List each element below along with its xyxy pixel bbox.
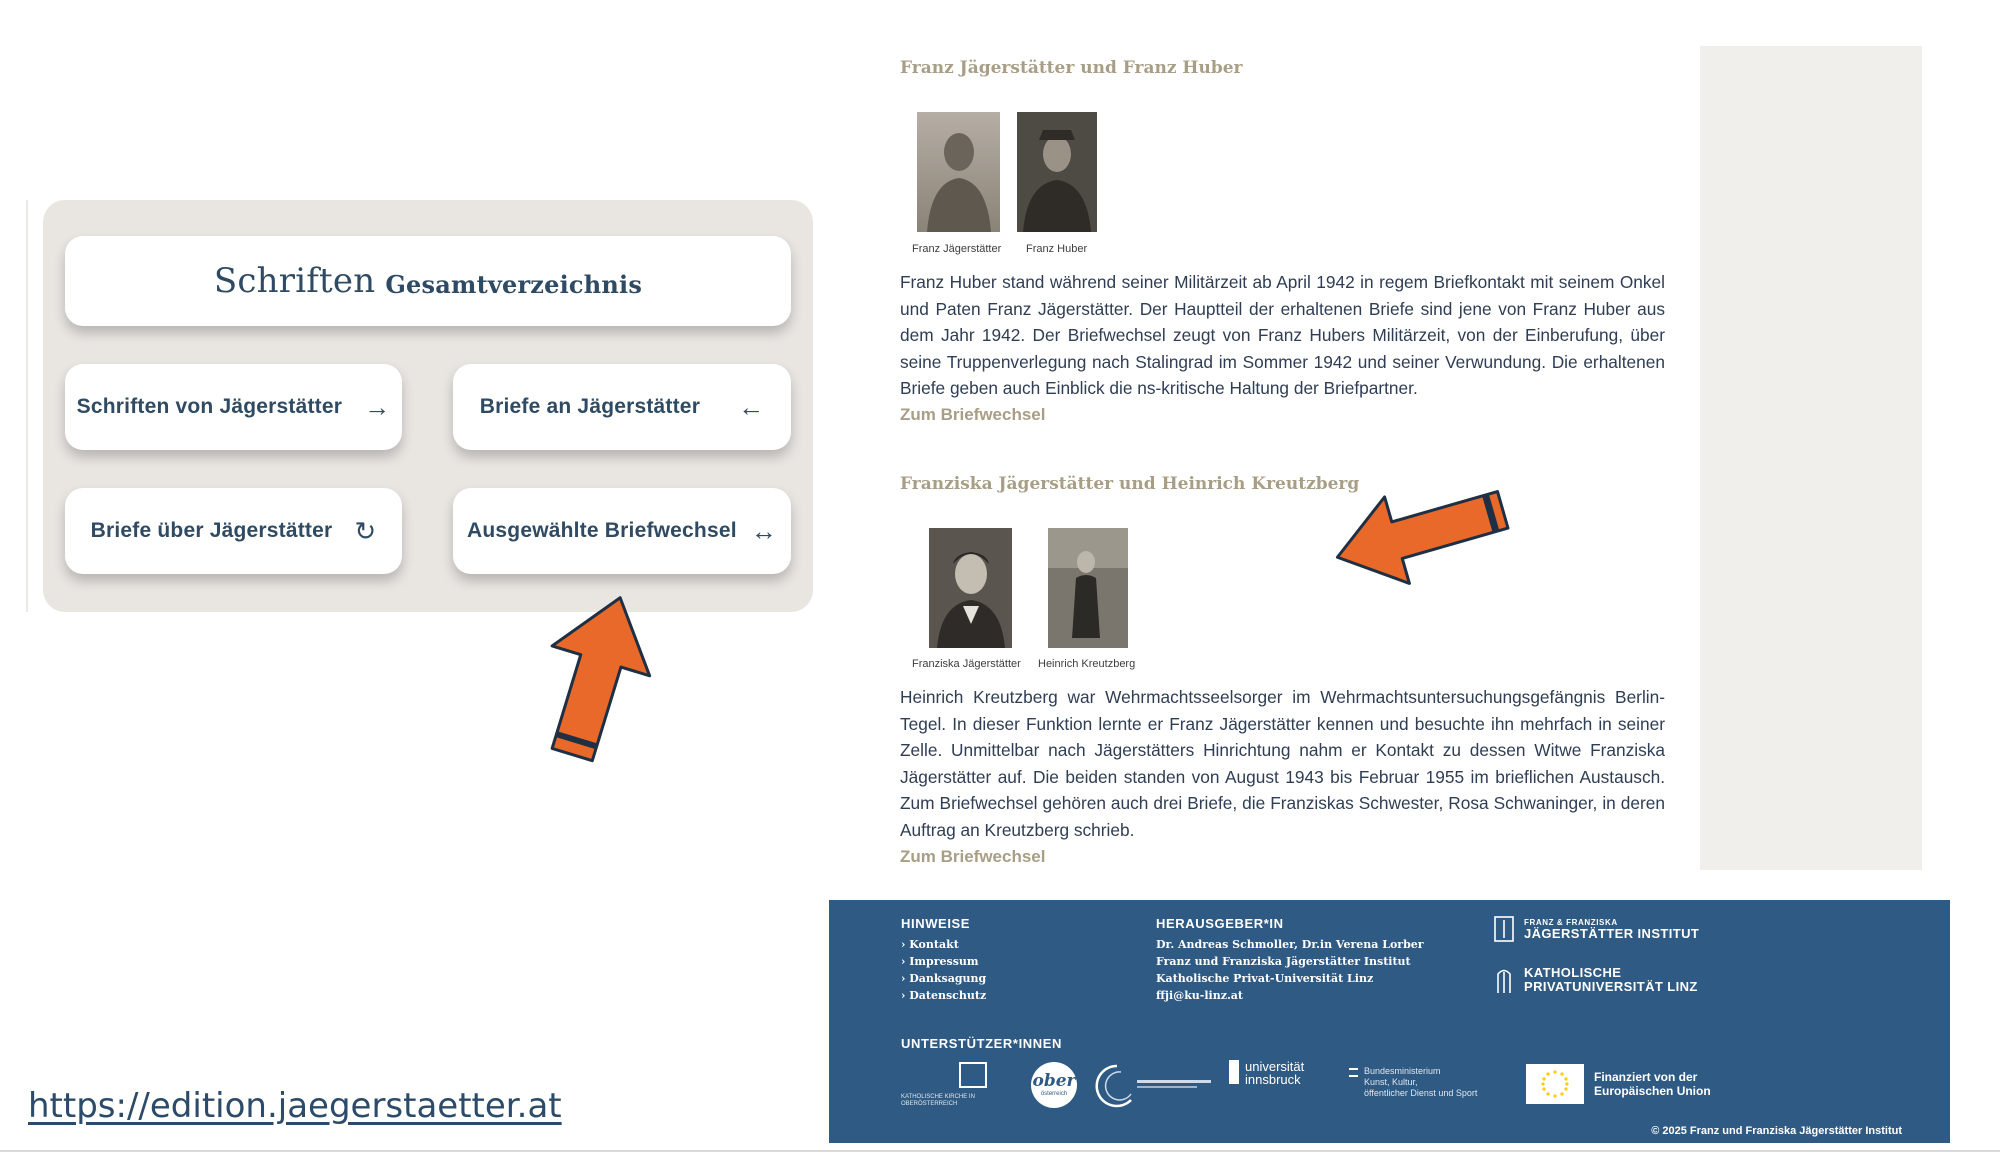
institut-logo-main: JÄGERSTÄTTER INSTITUT (1524, 925, 1700, 941)
footer-hinweise-title: HINWEISE (901, 916, 971, 931)
eu-line1: Finanziert von der (1594, 1070, 1698, 1084)
arrow-right-icon: → (364, 392, 391, 422)
institut-logo-icon (1494, 916, 1514, 942)
edition-url-link[interactable]: https://edition.jaegerstaetter.at (28, 1086, 562, 1126)
bmkoes-flag-icon (1349, 1068, 1358, 1077)
footer-copyright: © 2025 Franz und Franziska Jägerstätter Institut (1651, 1125, 1902, 1137)
annotation-arrow-up-icon (520, 590, 670, 770)
eu-line2: Europäischen Union (1594, 1084, 1711, 1098)
sponsor-swirl-logo[interactable] (1091, 1060, 1216, 1108)
kirche-logo-icon (959, 1062, 987, 1088)
caption-heinrich-kreutzberg: Heinrich Kreutzberg (1038, 658, 1136, 670)
sidebar-column (1700, 46, 1922, 870)
section-text-kreutzberg: Heinrich Kreutzberg war Wehrmachtsseelsorger im Wehrmachtsuntersuchungsgefängnis Berlin-Tegel. In dieser Funktion lernte er Franz Jägerstätter kennen und besuchte ihn mehrfach in seiner Zelle. Unmittelbar nach Jägerstätters Hinrichtung nahm er Kontakt zu dessen Witwe Franziska Jägerstätter auf. Die beiden standen von August 1943 bis Februar 1955 im brieflichen Austausch. Zum Briefwechsel gehören auch drei Briefe, die Franziskas Schwester, Rosa Schwaninger, in deren Auftrag an Kreutzberg schrieb. (900, 687, 1665, 840)
footer-herausgeber-list (1156, 936, 1424, 1004)
herausgeber-email[interactable]: ffji@ku-linz.at (1156, 989, 1244, 1002)
footer-link-datenschutz[interactable]: › Datenschutz (901, 989, 987, 1002)
zum-briefwechsel-link-kreutzberg[interactable]: Zum Briefwechsel (900, 847, 1046, 866)
uibk-line1: universität (1245, 1059, 1305, 1074)
sponsor-eu[interactable] (1526, 1064, 1711, 1104)
schriften-gesamtverzeichnis-button[interactable] (65, 236, 791, 326)
arrow-left-icon: ← (738, 392, 765, 422)
bmkoes-line3: öffentlicher Dienst und Sport (1364, 1088, 1478, 1098)
bmkoes-line1: Bundesministerium (1364, 1066, 1441, 1076)
uibk-logo-icon (1229, 1060, 1239, 1084)
portrait-franz-jaegerstaetter[interactable] (917, 112, 1000, 232)
uibk-line2: innsbruck (1245, 1072, 1301, 1087)
footer-link-kontakt[interactable]: › Kontakt (901, 938, 959, 951)
briefe-ueber-jaegerstaetter-button[interactable] (65, 488, 402, 574)
button-label: Ausgewählte Briefwechsel (467, 519, 737, 542)
institut-logo-small: FRANZ & FRANZISKA (1524, 917, 1618, 927)
annotation-arrow-left-icon (1330, 478, 1515, 588)
section-title-huber: Franz Jägerstätter und Franz Huber (900, 58, 1243, 78)
footer-hinweise-list (901, 936, 986, 1004)
ku-linz-line1: KATHOLISCHE (1524, 965, 1622, 980)
institut-logo[interactable] (1494, 916, 1699, 942)
herausgeber-names: Dr. Andreas Schmoller, Dr.in Verena Lorber (1156, 938, 1424, 951)
footer-link-danksagung[interactable]: › Danksagung (901, 972, 987, 985)
button-label: Schriften von Jägerstätter (76, 395, 343, 418)
herausgeber-institute: Franz und Franziska Jägerstätter Institut (1156, 955, 1411, 968)
portrait-franz-huber[interactable] (1017, 112, 1097, 232)
sponsor-uibk[interactable] (1229, 1060, 1304, 1086)
eu-flag-icon (1526, 1064, 1584, 1104)
footer-herausgeber-title: HERAUSGEBER*IN (1156, 916, 1284, 931)
sponsor-bmkoes[interactable] (1349, 1066, 1477, 1099)
herausgeber-university: Katholische Privat-Universität Linz (1156, 972, 1374, 985)
ausgewaehlte-briefwechsel-button[interactable] (453, 488, 791, 574)
portrait-franziska-jaegerstaetter[interactable] (929, 528, 1012, 648)
ku-linz-line2: PRIVATUNIVERSITÄT LINZ (1524, 979, 1698, 994)
bmkoes-line2: Kunst, Kultur, (1364, 1077, 1418, 1087)
panel-divider (26, 200, 28, 612)
arrow-left-right-icon: ↔ (750, 516, 777, 546)
panel-subtitle: Gesamtverzeichnis (385, 269, 643, 299)
redo-icon: ↻ (354, 516, 377, 546)
button-label: Briefe an Jägerstätter (479, 395, 701, 418)
site-footer (829, 900, 1950, 1143)
caption-franziska-jaegerstaetter: Franziska Jägerstätter (912, 658, 1021, 670)
schriften-von-jaegerstaetter-button[interactable] (65, 364, 402, 450)
ku-linz-logo-icon (1494, 966, 1514, 994)
kirche-logo-text: KATHOLISCHE KIRCHE IN OBERÖSTERREICH (901, 1094, 975, 1107)
footer-link-impressum[interactable]: › Impressum (901, 955, 979, 968)
ober-logo-text: ober (1032, 1071, 1076, 1091)
sponsor-oberoesterreich[interactable] (1031, 1062, 1077, 1108)
section-title-kreutzberg: Franziska Jägerstätter und Heinrich Kreutzberg (900, 474, 1360, 494)
button-label: Briefe über Jägerstätter (90, 519, 333, 542)
caption-franz-huber: Franz Huber (1026, 243, 1088, 255)
footer-supporters-title: UNTERSTÜTZER*INNEN (901, 1036, 1063, 1051)
ober-logo-sub: österreich (1040, 1091, 1068, 1097)
sponsor-katholische-kirche[interactable] (901, 1062, 987, 1112)
zum-briefwechsel-link-huber[interactable]: Zum Briefwechsel (900, 405, 1046, 424)
section-text-huber: Franz Huber stand während seiner Militärzeit ab April 1942 in regem Briefkontakt mit seinem Onkel und Paten Franz Jägerstätter. Der Hauptteil der erhaltenen Briefe sind jene von Franz Huber aus dem Jahr 1942. Der Briefwechsel zeugt von Franz Hubers Militärzeit, von der Einberufung, über seine Truppenverlegung nach Stalingrad im Sommer 1942 und seiner Verwundung. Die erhaltenen Briefe geben auch Einblick die ns-kritische Haltung der Briefpartner. (900, 272, 1665, 398)
slide-bottom-divider (0, 1150, 2000, 1152)
briefe-an-jaegerstaetter-button[interactable] (453, 364, 791, 450)
panel-title: Schriften (213, 261, 376, 301)
caption-franz-jaegerstaetter: Franz Jägerstätter (912, 243, 1002, 255)
portrait-heinrich-kreutzberg[interactable] (1048, 528, 1128, 648)
ku-linz-logo[interactable] (1494, 966, 1698, 994)
